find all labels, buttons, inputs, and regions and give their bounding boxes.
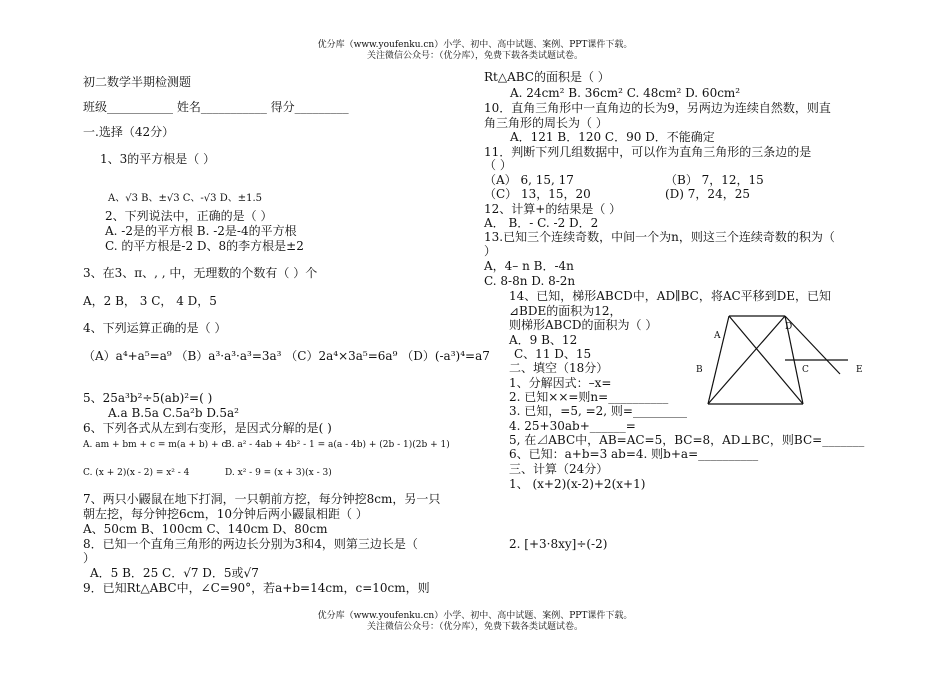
question-11-option-a: （A） 6, 15, 17 — [484, 173, 574, 187]
label-c: C — [802, 365, 809, 375]
section-calc-heading: 三、计算（24分） — [509, 462, 609, 476]
question-7-line-2: 朝左挖，每分钟挖6cm，10分钟后两小鼹鼠相距（ ） — [83, 507, 368, 521]
question-9: 9．已知Rt△ABC中，∠C=90°，若a+b=14cm，c=10cm，则 — [83, 581, 430, 595]
question-12-options: A． B．- C. -2 D．2 — [484, 216, 599, 230]
question-12: 12、计算+的结果是（ ） — [484, 202, 622, 216]
question-2-options-ab: A. -2是的平方根 B. -2是-4的平方根 — [105, 224, 297, 238]
fill-question-2: 2. 已知××=则n=__________ — [509, 390, 669, 404]
question-3-options: A，2 B， 3 C， 4 D，5 — [83, 294, 217, 308]
question-6: 6、下列各式从左到右变形，是因式分解的是( ) — [83, 421, 332, 435]
section-fill-heading: 二、填空（18分） — [509, 361, 609, 375]
calc-question-1: 1、 (x+2)(x-2)+2(x+1) — [509, 477, 646, 491]
question-9-options: A. 24cm² B. 36cm² C. 48cm² D. 60cm² — [510, 86, 741, 100]
question-1-options: A、√3 B、±√3 C、-√3 D、±1.5 — [108, 193, 263, 204]
question-14-line-1: 14、已知，梯形ABCD中，AD∥BC，将AC平移到DE，已知 — [509, 289, 832, 303]
question-11-line-2: （ ） — [484, 158, 512, 172]
question-11-option-c: （C） 13，15，20 — [484, 187, 591, 201]
question-3: 3、在3、π、, , 中，无理数的个数有（ ）个 — [83, 266, 318, 280]
question-13-options-cd: C. 8-8n D. 8-2n — [484, 274, 576, 288]
exam-title: 初二数学半期检测题 — [83, 75, 192, 89]
fill-question-4: 4. 25+30ab+______= — [509, 419, 636, 433]
question-7-options: A、50cm B、100cm C、140cm D、80cm — [83, 522, 328, 536]
question-13-options-ab: A，4– n B．-4n — [484, 259, 574, 273]
question-8-line-1: 8．已知一个直角三角形的两边长分别为3和4，则第三边长是（ — [83, 537, 418, 551]
footer-line-1: 优分库（www.youfenku.cn）小学、初中、高中试题、案例、PPT课件下载。 — [317, 611, 633, 621]
calc-question-2: 2. [+3·8xy]÷(-2) — [509, 537, 608, 551]
question-10-line-2: 角三角形的周长为（ ） — [484, 116, 608, 130]
question-8-options: A．5 B．25 C．√7 D．5或√7 — [90, 566, 259, 580]
label-d: D — [785, 322, 793, 332]
question-11-option-d: (D) 7，24，25 — [665, 187, 750, 201]
question-5-options: A.a B.5a C.5a²b D.5a² — [108, 406, 239, 420]
question-14-options-ab: A．9 B、12 — [509, 333, 578, 347]
question-14-line-2: ⊿BDE的面积为12， — [509, 304, 622, 318]
header-line-2: 关注微信公众号：（优分库），免费下载各类试题试卷。 — [366, 51, 583, 61]
edge-ab — [708, 316, 729, 404]
diagonal-bd — [708, 316, 785, 404]
section-choice-heading: 一.选择（42分） — [83, 125, 175, 139]
fill-question-5: 5, 在⊿ABC中，AB=AC=5，BC=8，AD⊥BC，则BC=_______ — [509, 433, 865, 447]
fill-question-6: 6、已知：a+b=3 ab=4. 则b+a=__________ — [509, 447, 759, 461]
question-9-continued: Rt△ABC的面积是（ ） — [484, 70, 610, 84]
question-14-options-cd: C、11 D、15 — [514, 347, 592, 361]
question-11-line-1: 11．判断下列几组数据中，可以作为直角三角形的三条边的是 — [484, 145, 812, 159]
segment-de — [785, 316, 840, 374]
fill-question-1: 1、分解因式：–x= — [509, 376, 612, 390]
question-2: 2、下列说法中，正确的是（ ） — [105, 209, 273, 223]
label-e: E — [856, 365, 863, 375]
footer-line-2: 关注微信公众号：（优分库），免费下载各类试题试卷。 — [366, 622, 583, 632]
question-6-option-d: D. x² - 9 = (x + 3)(x - 3) — [225, 468, 332, 478]
question-11-option-b: （B） 7，12，15 — [665, 173, 764, 187]
header-line-1: 优分库（www.youfenku.cn）小学、初中、高中试题、案例、PPT课件下载。 — [317, 40, 633, 50]
question-13-line-1: 13.已知三个连续奇数，中间一个为n，则这三个连续奇数的积为（ — [484, 230, 835, 244]
question-6-option-b: B. a² - 4ab + 4b² - 1 = a(a - 4b) + (2b - 1)(2b + 1) — [225, 440, 450, 450]
question-10-line-1: 10．直角三角形中一直角边的长为9，另两边为连续自然数，则直 — [484, 101, 831, 115]
question-4-options: （A）a⁴+a⁵=a⁹ （B）a³·a³·a³=3a³ （C）2a⁴×3a⁵=6a⁹ （D）(-a³)⁴=a7 — [83, 349, 490, 363]
student-info-line: 班级___________ 姓名___________ 得分_________ — [83, 100, 349, 114]
question-2-options-cd: C. 的平方根是-2 D、8的李方根是±2 — [105, 239, 304, 253]
question-4: 4、下列运算正确的是（ ） — [83, 321, 227, 335]
question-5: 5、25a³b²÷5(ab)²=( ) — [83, 391, 213, 405]
question-14-line-3: 则梯形ABCD的面积为（ ） — [509, 318, 658, 332]
question-13-line-2: ） — [484, 244, 497, 258]
question-10-options: A．121 B．120 C．90 D．不能确定 — [510, 130, 715, 144]
label-b: B — [696, 365, 703, 375]
question-7-line-1: 7、两只小鼹鼠在地下打洞，一只朝前方挖，每分钟挖8cm，另一只 — [83, 492, 441, 506]
fill-question-3: 3. 已知，=5, =2, 则=_________ — [509, 404, 687, 418]
trapezoid-figure — [690, 312, 870, 412]
label-a: A — [714, 331, 721, 341]
question-6-option-a: A. am + bm + c = m(a + b) + c — [83, 440, 227, 450]
question-1: 1、3的平方根是（ ） — [100, 152, 216, 166]
question-8-line-2: ） — [83, 551, 96, 565]
question-6-option-c: C. (x + 2)(x - 2) = x² - 4 — [83, 468, 190, 478]
